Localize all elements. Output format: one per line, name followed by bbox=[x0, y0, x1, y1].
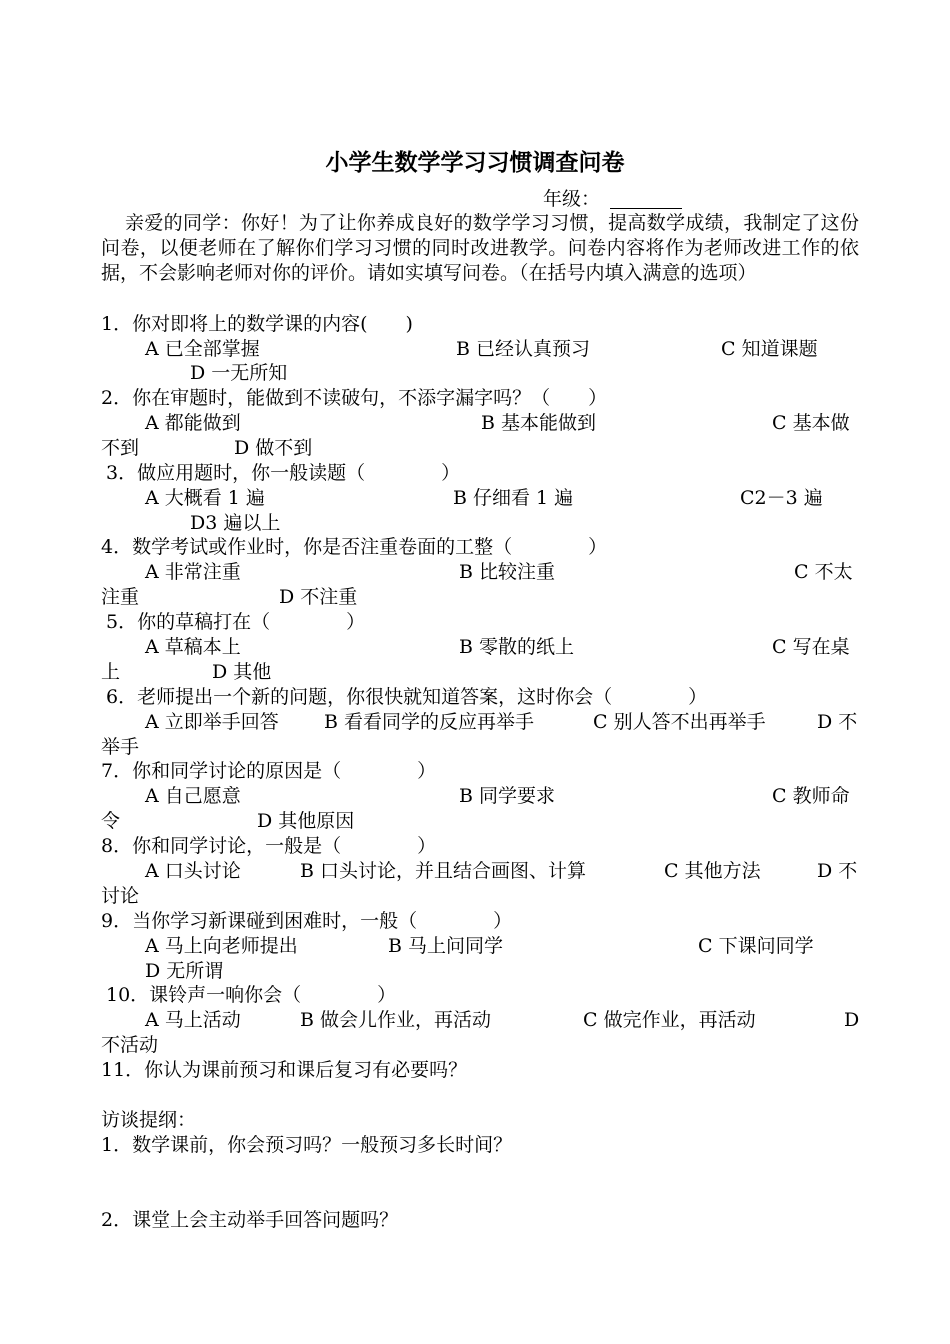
q6-option-d-cont: 举手 bbox=[101, 736, 140, 758]
q10-option-a: A 马上活动 bbox=[145, 1009, 241, 1031]
question-7: 7．你和同学讨论的原因是（ ） bbox=[101, 760, 437, 782]
interview-item-1: 1．数学课前，你会预习吗？一般预习多长时间？ bbox=[101, 1134, 513, 1156]
q2-option-a: A 都能做到 bbox=[145, 412, 241, 434]
interview-heading: 访谈提纲： bbox=[101, 1109, 197, 1131]
grade-label: 年级： bbox=[543, 188, 601, 210]
q4-option-c: C 不太 bbox=[794, 561, 853, 583]
q2-option-c-cont: 不到 bbox=[101, 437, 140, 459]
q1-option-a: A 已全部掌握 bbox=[145, 338, 260, 360]
q9-option-a: A 马上向老师提出 bbox=[145, 935, 298, 957]
q7-option-d: D 其他原因 bbox=[257, 810, 355, 832]
q3-option-c: C2－3 遍 bbox=[740, 487, 823, 509]
q9-option-c: C 下课问同学 bbox=[698, 935, 814, 957]
q8-option-d-cont: 讨论 bbox=[101, 885, 140, 907]
q3-option-d: D3 遍以上 bbox=[190, 512, 281, 534]
question-3: 3．做应用题时，你一般读题（ ） bbox=[106, 462, 461, 484]
page-title: 小学生数学学习习惯调查问卷 bbox=[325, 149, 625, 176]
q4-option-c-cont: 注重 bbox=[101, 586, 140, 608]
question-4: 4．数学考试或作业时，你是否注重卷面的工整（ ） bbox=[101, 536, 608, 558]
q8-option-b: B 口头讨论，并且结合画图、计算 bbox=[300, 860, 587, 882]
question-10: 10．课铃声一响你会（ ） bbox=[106, 984, 397, 1006]
q4-option-a: A 非常注重 bbox=[145, 561, 241, 583]
q9-option-b: B 马上问同学 bbox=[388, 935, 504, 957]
q5-option-a: A 草稿本上 bbox=[145, 636, 241, 658]
q5-option-c-cont: 上 bbox=[101, 661, 121, 683]
q1-option-c: C 知道课题 bbox=[721, 338, 818, 360]
q6-option-d: D 不 bbox=[817, 711, 858, 733]
q7-option-b: B 同学要求 bbox=[459, 785, 556, 807]
interview-item-2: 2．课堂上会主动举手回答问题吗？ bbox=[101, 1209, 399, 1231]
q9-option-d: D 无所谓 bbox=[145, 960, 224, 982]
intro-paragraph: 亲爱的同学：你好！为了让你养成良好的数学学习习惯，提高数学成绩，我制定了这份问卷，以便老师在了解你们学习习惯的同时改进教学。问卷内容将作为老师改进工作的依据，不会影响老师对你的评价。请如实填写问卷。（在括号内填入满意的选项） bbox=[101, 212, 859, 284]
question-5: 5．你的草稿打在（ ） bbox=[106, 611, 366, 633]
grade-blank-line bbox=[610, 208, 682, 209]
q2-option-c: C 基本做 bbox=[772, 412, 850, 434]
q2-option-b: B 基本能做到 bbox=[481, 412, 597, 434]
q2-option-d: D 做不到 bbox=[234, 437, 313, 459]
q8-option-c: C 其他方法 bbox=[664, 860, 761, 882]
q10-option-b: B 做会儿作业，再活动 bbox=[300, 1009, 492, 1031]
question-6: 6．老师提出一个新的问题，你很快就知道答案，这时你会（ ） bbox=[106, 686, 708, 708]
q7-option-c: C 教师命 bbox=[772, 785, 850, 807]
q6-option-c: C 别人答不出再举手 bbox=[593, 711, 766, 733]
q8-option-a: A 口头讨论 bbox=[145, 860, 241, 882]
q5-option-c: C 写在桌 bbox=[772, 636, 850, 658]
question-1: 1．你对即将上的数学课的内容( ) bbox=[101, 313, 413, 335]
q4-option-d: D 不注重 bbox=[279, 586, 358, 608]
q1-option-d: D 一无所知 bbox=[190, 362, 288, 384]
q10-option-d-cont: 不活动 bbox=[101, 1034, 159, 1056]
q3-option-b: B 仔细看 1 遍 bbox=[453, 487, 574, 509]
question-9: 9．当你学习新课碰到困难时，一般（ ） bbox=[101, 910, 513, 932]
q7-option-a: A 自己愿意 bbox=[145, 785, 241, 807]
q1-option-b: B 已经认真预习 bbox=[456, 338, 591, 360]
q7-option-c-cont: 令 bbox=[101, 810, 121, 832]
q10-option-d: D bbox=[844, 1009, 860, 1031]
q4-option-b: B 比较注重 bbox=[459, 561, 556, 583]
q5-option-d: D 其他 bbox=[212, 661, 272, 683]
q10-option-c: C 做完作业，再活动 bbox=[583, 1009, 756, 1031]
q3-option-a: A 大概看 1 遍 bbox=[145, 487, 265, 509]
question-11: 11．你认为课前预习和课后复习有必要吗？ bbox=[101, 1059, 468, 1081]
question-2: 2．你在审题时，能做到不读破句，不添字漏字吗？（ ） bbox=[101, 387, 608, 409]
q8-option-d: D 不 bbox=[817, 860, 858, 882]
q5-option-b: B 零散的纸上 bbox=[459, 636, 575, 658]
question-8: 8．你和同学讨论，一般是（ ） bbox=[101, 835, 437, 857]
q6-option-b: B 看看同学的反应再举手 bbox=[324, 711, 535, 733]
q6-option-a: A 立即举手回答 bbox=[145, 711, 279, 733]
